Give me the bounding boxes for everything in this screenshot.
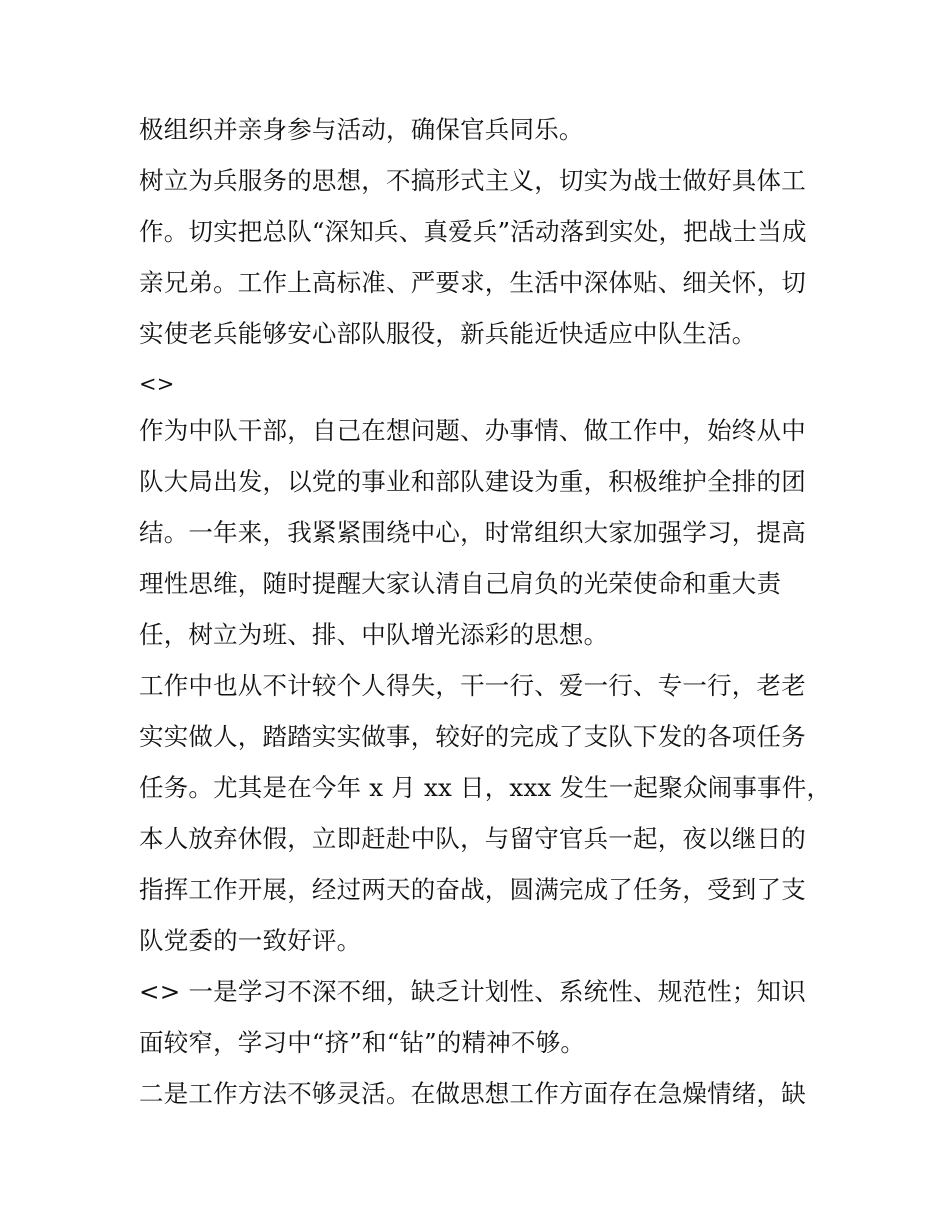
- text-line: 指挥工作开展，经过两天的奋战，圆满完成了任务，受到了支: [139, 875, 806, 904]
- text-line: 队党委的一致好评。: [139, 926, 362, 955]
- text-line: 工作中也从不计较个人得失，干一行、爱一行、专一行，老老: [139, 671, 806, 700]
- text-line: 作为中队干部，自己在想问题、办事情、做工作中，始终从中: [139, 416, 806, 445]
- text-line: <> 一是学习不深不细，缺乏计划性、系统性、规范性；知识: [139, 977, 806, 1006]
- text-line: 理性思维，随时提醒大家认清自己肩负的光荣使命和重大责: [139, 569, 782, 598]
- document-body: [139, 108, 832, 1123]
- text-line: 极组织并亲身参与活动，确保官兵同乐。: [139, 115, 584, 144]
- text-line: 结。一年来，我紧紧围绕中心，时常组织大家加强学习，提高: [139, 518, 806, 547]
- text-line: 亲兄弟。工作上高标准、严要求，生活中深体贴、细关怀，切: [139, 268, 806, 297]
- text-line: 任务。尤其是在今年 x 月 xx 日，xxx 发生一起聚众闹事事件，: [139, 773, 832, 802]
- text-line: 实使老兵能够安心部队服役，新兵能近快适应中队生活。: [139, 319, 757, 348]
- text-line: 面较窄，学习中“挤”和“钻”的精神不够。: [139, 1028, 586, 1057]
- text-line: 作。切实把总队“深知兵、真爱兵”活动落到实处，把战士当成: [139, 217, 807, 246]
- text-line: 队大局出发，以党的事业和部队建设为重，积极维护全排的团: [139, 467, 806, 496]
- text-line: 任，树立为班、排、中队增光添彩的思想。: [139, 620, 609, 649]
- text-line: 树立为兵服务的思想，不搞形式主义，切实为战士做好具体工: [139, 166, 806, 195]
- text-line: 实实做人，踏踏实实做事，较好的完成了支队下发的各项任务: [139, 722, 806, 751]
- text-line: 本人放弃休假，立即赶赴中队，与留守官兵一起，夜以继日的: [139, 824, 806, 853]
- section-marker: <>: [139, 372, 175, 396]
- text-line: 二是工作方法不够灵活。在做思想工作方面存在急燥情绪，缺: [139, 1079, 806, 1108]
